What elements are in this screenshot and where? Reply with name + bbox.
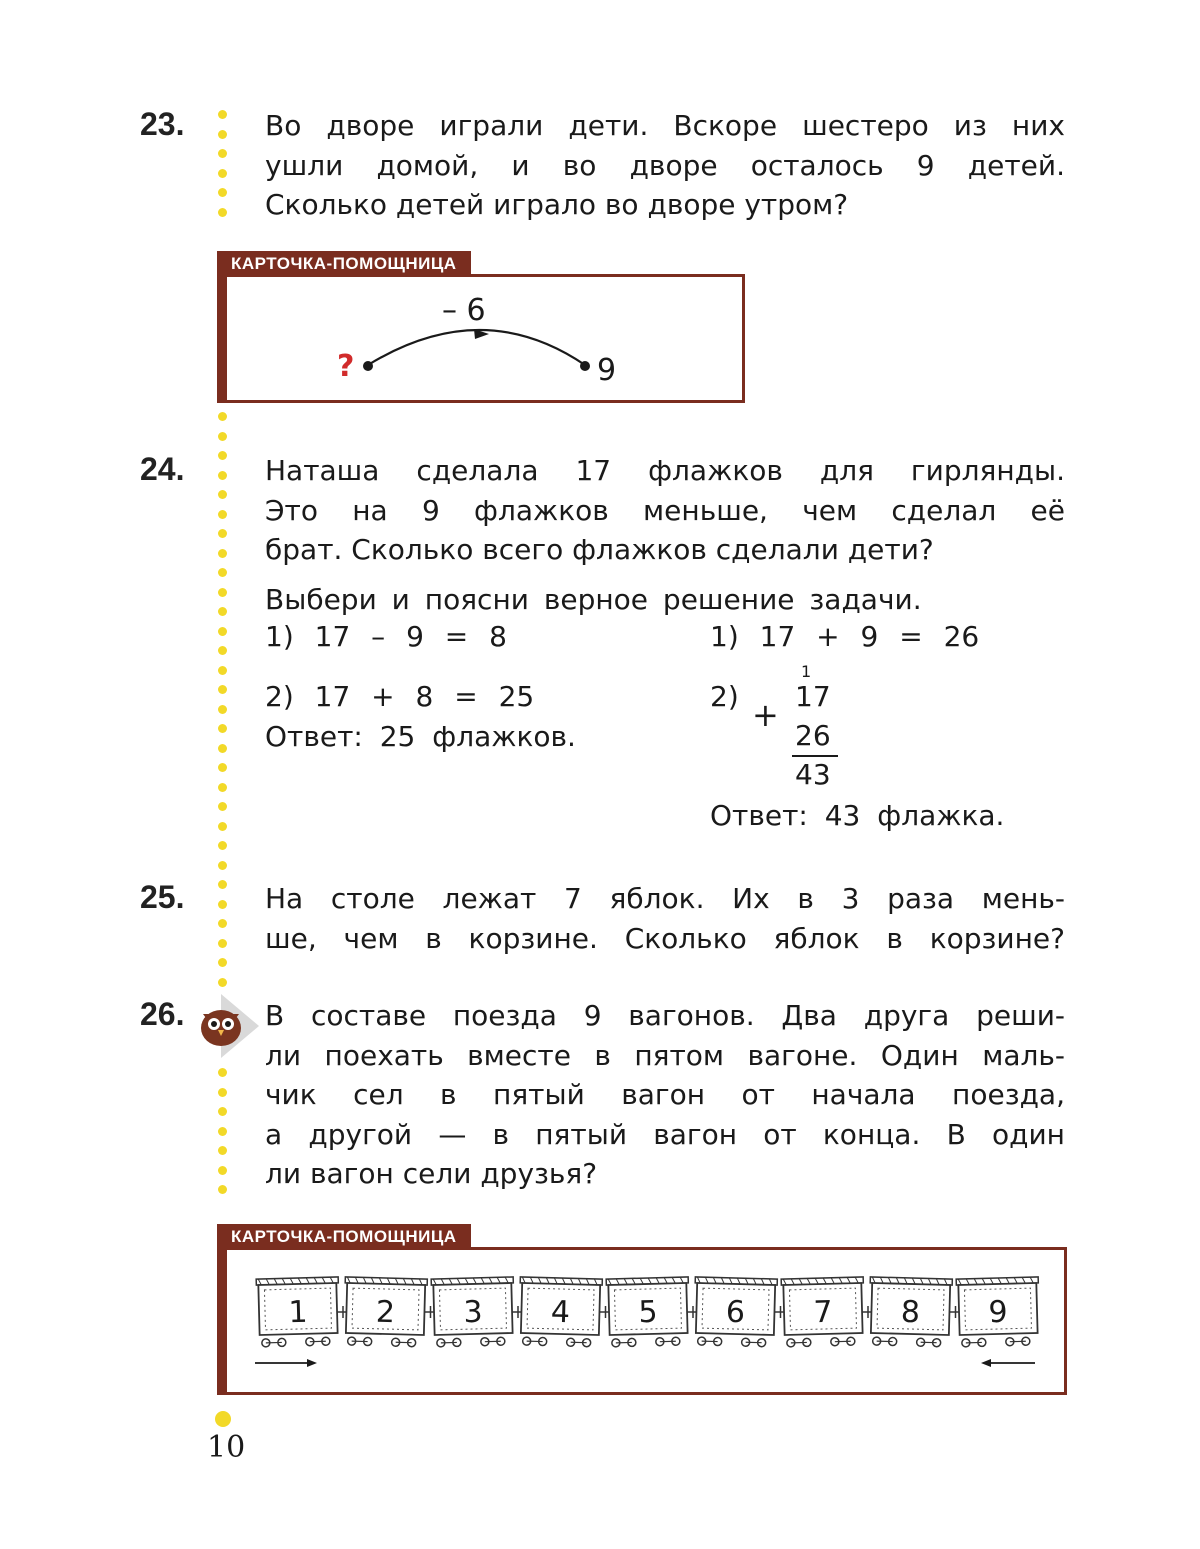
margin-dot [218, 568, 227, 577]
column-sum: 43 [795, 758, 831, 791]
margin-dot [218, 861, 227, 870]
margin-dot [218, 705, 227, 714]
wagon-5 [606, 1277, 690, 1347]
column-sum-line [792, 755, 838, 757]
task-26-text [265, 996, 1065, 1194]
right-solution-step-1: 1) 17 + 9 = 26 [710, 620, 980, 653]
margin-dot [218, 1068, 227, 1077]
task-26-number: 26. [140, 996, 185, 1032]
column-addend-1: 17 [795, 680, 831, 713]
left-solution-answer: Ответ: 25 флажков. [265, 720, 576, 753]
wagon-2 [344, 1277, 428, 1347]
helper-card-title-26: КАРТОЧКА-ПОМОЩНИЦА [217, 1224, 471, 1248]
page-dot [215, 1411, 231, 1427]
arc-operation-label: – 6 [442, 293, 486, 328]
arc-end-value: 9 [597, 353, 617, 388]
task-24-text [265, 451, 1065, 570]
margin-dot [218, 841, 227, 850]
margin-dot [218, 666, 227, 675]
margin-dot [218, 412, 227, 421]
margin-dot [218, 900, 227, 909]
margin-dot [218, 958, 227, 967]
margin-dot [218, 802, 227, 811]
wagon-number: 2 [375, 1294, 396, 1331]
task-24-line-2: Это на 9 флажков меньше, чем сделал её [265, 493, 1065, 527]
page-number: 10 [207, 1430, 246, 1465]
task-24-line-3: брат. Сколько всего флажков сделали дети? [265, 533, 934, 566]
margin-dot [218, 169, 227, 178]
column-addend-2: 26 [795, 719, 831, 752]
margin-dot [218, 188, 227, 197]
margin-dot [218, 130, 227, 139]
wagon-7 [781, 1277, 865, 1347]
margin-dot [218, 685, 227, 694]
task-23-line-2: ушли домой, и во дворе осталось 9 детей. [265, 148, 1065, 182]
task-26-line-1: В составе поезда 9 вагонов. Два друга реши- [265, 999, 1065, 1032]
task-23-number: 23. [140, 106, 185, 142]
helper-card-26 [217, 1247, 1067, 1395]
wagon-8 [869, 1277, 953, 1347]
margin-dot [218, 744, 227, 753]
carry-digit: 1 [801, 662, 812, 681]
wagon-number: 8 [900, 1294, 921, 1331]
wagon-number: 3 [463, 1294, 484, 1331]
wagon-1 [256, 1277, 340, 1347]
question-mark-icon: ? [337, 349, 355, 384]
margin-dot [218, 208, 227, 217]
margin-dot [218, 1107, 227, 1116]
margin-dot [218, 607, 227, 616]
margin-dot [218, 1127, 227, 1136]
margin-dot [218, 822, 227, 831]
margin-dot [218, 549, 227, 558]
task-24-line-1: Наташа сделала 17 флажков для гирлянды. [265, 454, 1065, 487]
margin-dot [218, 1185, 227, 1194]
margin-dot [218, 880, 227, 889]
margin-dot [218, 978, 227, 987]
margin-dot [218, 490, 227, 499]
start-point [363, 361, 373, 371]
helper-card-23 [217, 274, 745, 403]
task-23-line-3: Сколько детей играло во дворе утром? [265, 188, 849, 221]
wagon-9 [956, 1277, 1040, 1347]
left-solution-step-2: 2) 17 + 8 = 25 [265, 680, 535, 713]
task-25-text [265, 879, 1065, 958]
end-point [580, 361, 590, 371]
task-23-line-1: Во дворе играли дети. Вскоре шестеро из них [265, 109, 1065, 142]
task-25-line-1: На столе лежат 7 яблок. Их в 3 раза мень- [265, 882, 1065, 915]
task-24-number: 24. [140, 451, 185, 487]
margin-dot [218, 724, 227, 733]
margin-dot [218, 588, 227, 597]
margin-dot [218, 763, 227, 772]
margin-dot [218, 510, 227, 519]
task-23-text [265, 106, 1065, 225]
margin-dot [218, 471, 227, 480]
task-24-instruction: Выбери и поясни верное решение задачи. [265, 583, 922, 616]
helper-card-title: КАРТОЧКА-ПОМОЩНИЦА [217, 251, 471, 275]
wagon-number: 6 [725, 1294, 746, 1331]
task-26-line-3: чик сел в пятый вагон от начала поезда, [265, 1078, 1065, 1111]
wagon-number: 7 [813, 1294, 834, 1331]
owl-icon [197, 994, 261, 1060]
wagon-4 [519, 1277, 603, 1347]
wagon-3 [431, 1277, 515, 1347]
margin-dot [218, 783, 227, 792]
left-solution-step-1: 1) 17 – 9 = 8 [265, 620, 507, 653]
train-diagram [227, 1250, 1059, 1392]
task-25-number: 25. [140, 879, 185, 915]
margin-dot [218, 1146, 227, 1155]
wagon-number: 9 [988, 1294, 1009, 1331]
task-25-line-2: ше, чем в корзине. Сколько яблок в корзине? [265, 921, 1065, 955]
margin-dot [218, 529, 227, 538]
margin-dot [218, 149, 227, 158]
column-plus-sign: + [752, 696, 779, 734]
wagon-number: 5 [638, 1294, 659, 1331]
wagon-number: 4 [550, 1294, 571, 1331]
task-26-line-4: а другой — в пятый вагон от конца. В один [265, 1117, 1065, 1151]
margin-dot [218, 432, 227, 441]
right-solution-answer: Ответ: 43 флажка. [710, 799, 1005, 832]
wagon-number: 1 [288, 1294, 309, 1331]
margin-dot [218, 1088, 227, 1097]
margin-dot [218, 110, 227, 119]
margin-dot [218, 451, 227, 460]
wagon-6 [694, 1277, 778, 1347]
right-solution-step-2-label: 2) [710, 680, 739, 713]
task-26-line-5: ли вагон сели друзья? [265, 1157, 598, 1190]
margin-dot [218, 1166, 227, 1175]
task-26-line-2: ли поехать вместе в пятом вагоне. Один маль- [265, 1038, 1065, 1072]
margin-dot [218, 646, 227, 655]
margin-dot [218, 919, 227, 928]
margin-dot [218, 627, 227, 636]
margin-dot [218, 939, 227, 948]
